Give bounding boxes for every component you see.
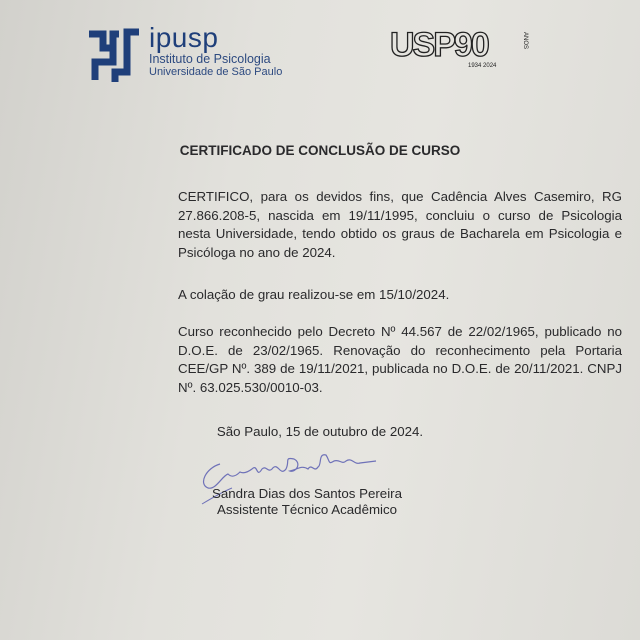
certification-paragraph: CERTIFICO, para os devidos fins, que Cadência Alves Casemiro, RG 27.866.208-5, nascida em 19/11/1995, concluiu o curso de Psicologia nesta Universidade, tendo obtido os graus de Bacharela em Psicologia e Psicóloga no ano de 2024. [178,189,622,260]
logo-wordmark: ipusp [149,22,219,53]
place-and-date: São Paulo, 15 de outubro de 2024. [216,424,424,439]
recognition-paragraph: Curso reconhecido pelo Decreto Nº 44.567 de 22/02/1965, publicado no D.O.E. de 23/02/1965. Renovação do reconhecimento pela Portaria CEE/GP Nº. 389 de 19/11/2021, publicada no D.O.E. de 20/11/2021. CNPJ Nº. 63.025.530/0010-03. [178,324,622,395]
ipusp-logo [85,24,282,86]
signatory-name: Sandra Dias dos Santos Pereira [212,486,402,501]
svg-text:1934 2024: 1934 2024 [468,63,497,69]
signatory-role: Assistente Técnico Acadêmico [216,502,398,517]
certificate-title: CERTIFICADO DE CONCLUSÃO DE CURSO [179,143,461,158]
graduation-date-paragraph: A colação de grau realizou-se em 15/10/2024. [178,287,450,302]
svg-text:ANOS: ANOS [522,32,528,50]
university-name: Universidade de São Paulo [149,66,283,78]
svg-text:USP90: USP90 [390,26,488,64]
institute-name: Instituto de Psicologia [149,52,271,66]
usp-90-anos-logo [390,22,530,72]
ipusp-emblem-icon [85,24,143,86]
